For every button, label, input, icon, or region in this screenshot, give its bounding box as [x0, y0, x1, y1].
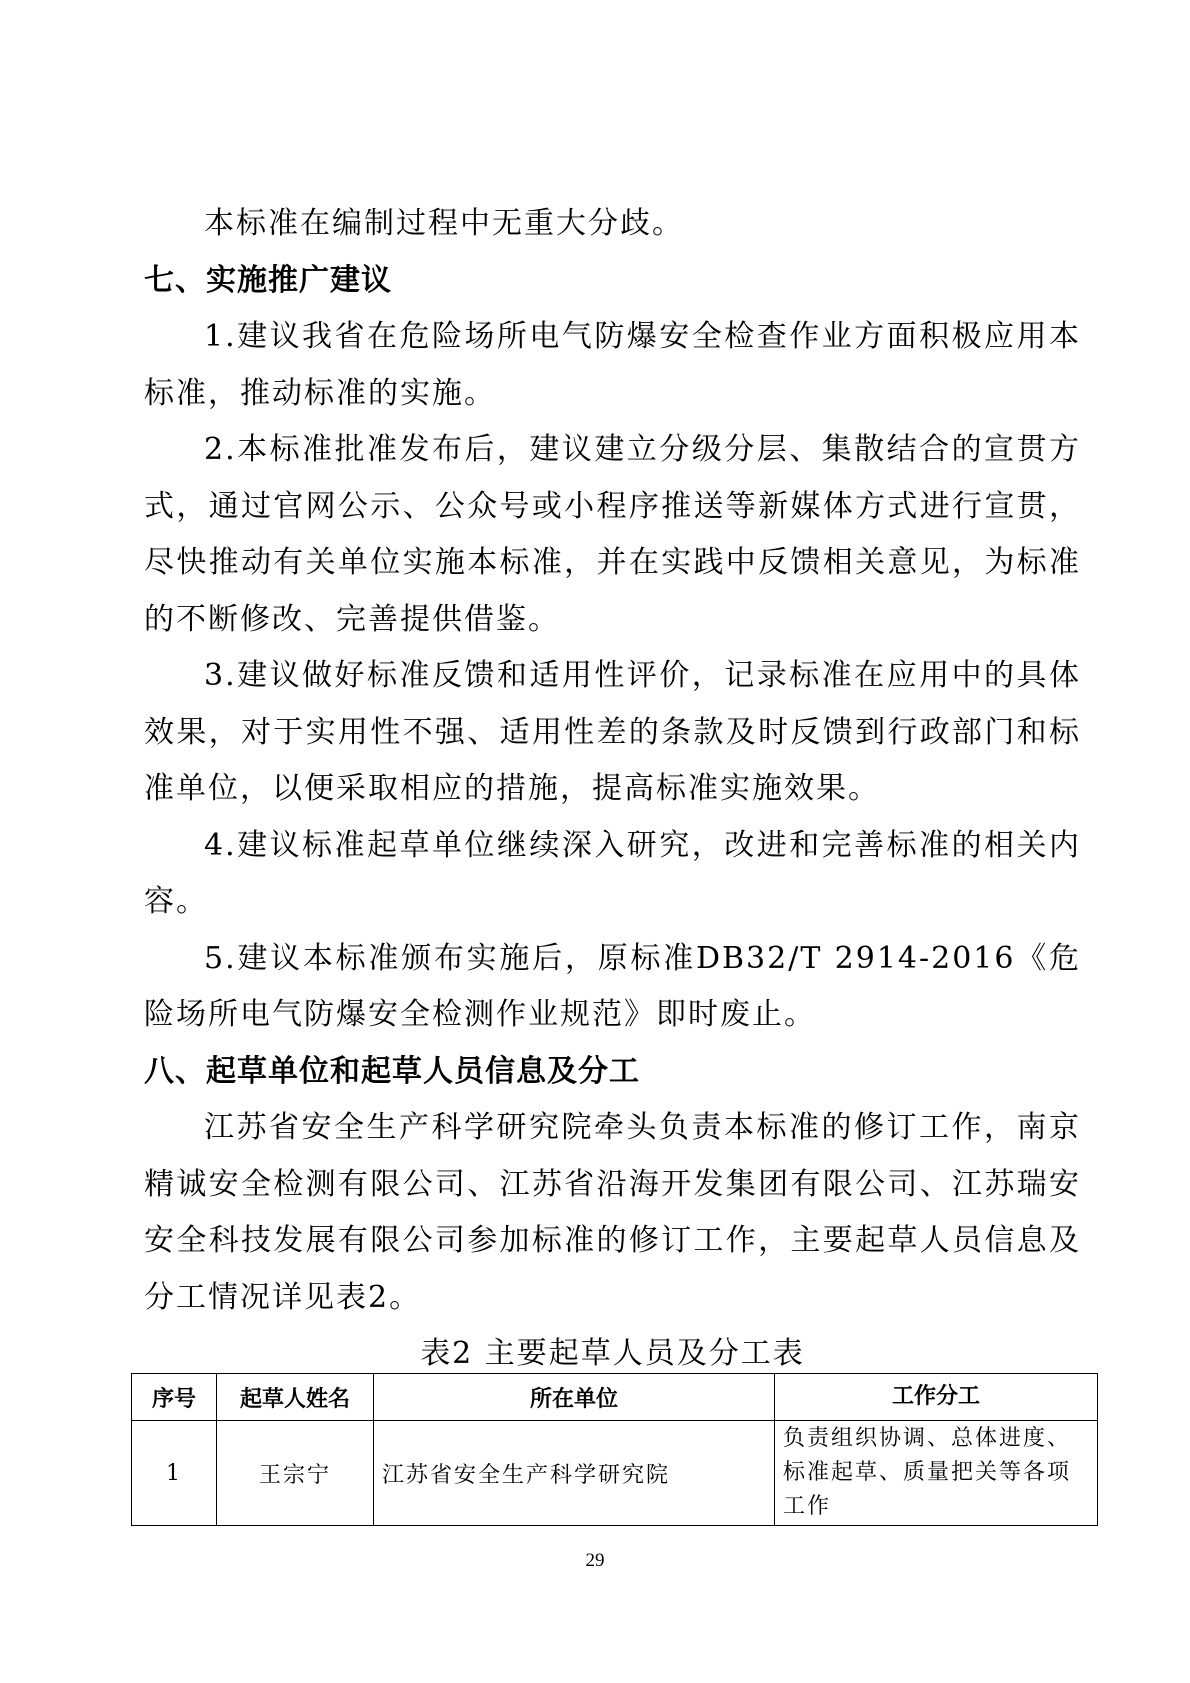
document-body: [144, 196, 1081, 1378]
section-heading-8: 八、起草单位和起草人员信息及分工: [144, 1053, 640, 1089]
paragraph-no-disagreement: 本标准在编制过程中无重大分歧。: [204, 206, 684, 241]
paragraph-suggestion-1: 1.建议我省在危险场所电气防爆安全检查作业方面积极应用本标准，推动标准的实施。: [144, 319, 1081, 411]
cell-name: 王宗宁: [217, 1421, 374, 1526]
paragraph-suggestion-3: 3.建议做好标准反馈和适用性评价，记录标准在应用中的具体效果，对于实用性不强、适用性差的条款及时反馈到行政部门和标准单位，以便采取相应的措施，提高标准实施效果。: [144, 658, 1081, 806]
table-header-row: [132, 1374, 1098, 1421]
staff-table: [131, 1373, 1098, 1526]
page-number: 29: [585, 1550, 605, 1571]
section-heading-7: 七、实施推广建议: [144, 262, 392, 298]
paragraph-suggestion-2: 2.本标准批准发布后，建议建立分级分层、集散结合的宣贯方式，通过官网公示、公众号或小程序推送等新媒体方式进行宣贯，尽快推动有关单位实施本标准，并在实践中反馈相关意见，为标准的不断修改、完善提供借鉴。: [144, 432, 1081, 637]
header-name: 起草人姓名: [217, 1374, 374, 1421]
table-row: [132, 1421, 1098, 1526]
table-caption: 表2 主要起草人员及分工表: [420, 1336, 805, 1371]
paragraph-suggestion-4: 4.建议标准起草单位继续深入研究，改进和完善标准的相关内容。: [144, 827, 1081, 919]
cell-no: 1: [132, 1421, 217, 1526]
header-work: 工作分工: [775, 1374, 1098, 1421]
cell-work: 负责组织协调、总体进度、标准起草、质量把关等各项工作: [775, 1421, 1098, 1526]
paragraph-suggestion-5: 5.建议本标准颁布实施后，原标准DB32/T 2914-2016《危险场所电气防爆安全检测作业规范》即时废止。: [144, 940, 1081, 1032]
header-no: 序号: [132, 1374, 217, 1421]
paragraph-drafting-units: 江苏省安全生产科学研究院牵头负责本标准的修订工作，南京精诚安全检测有限公司、江苏省沿海开发集团有限公司、江苏瑞安安全科技发展有限公司参加标准的修订工作，主要起草人员信息及分工情况详见表2。: [144, 1110, 1081, 1315]
header-unit: 所在单位: [374, 1374, 775, 1421]
cell-unit: 江苏省安全生产科学研究院: [374, 1421, 775, 1526]
